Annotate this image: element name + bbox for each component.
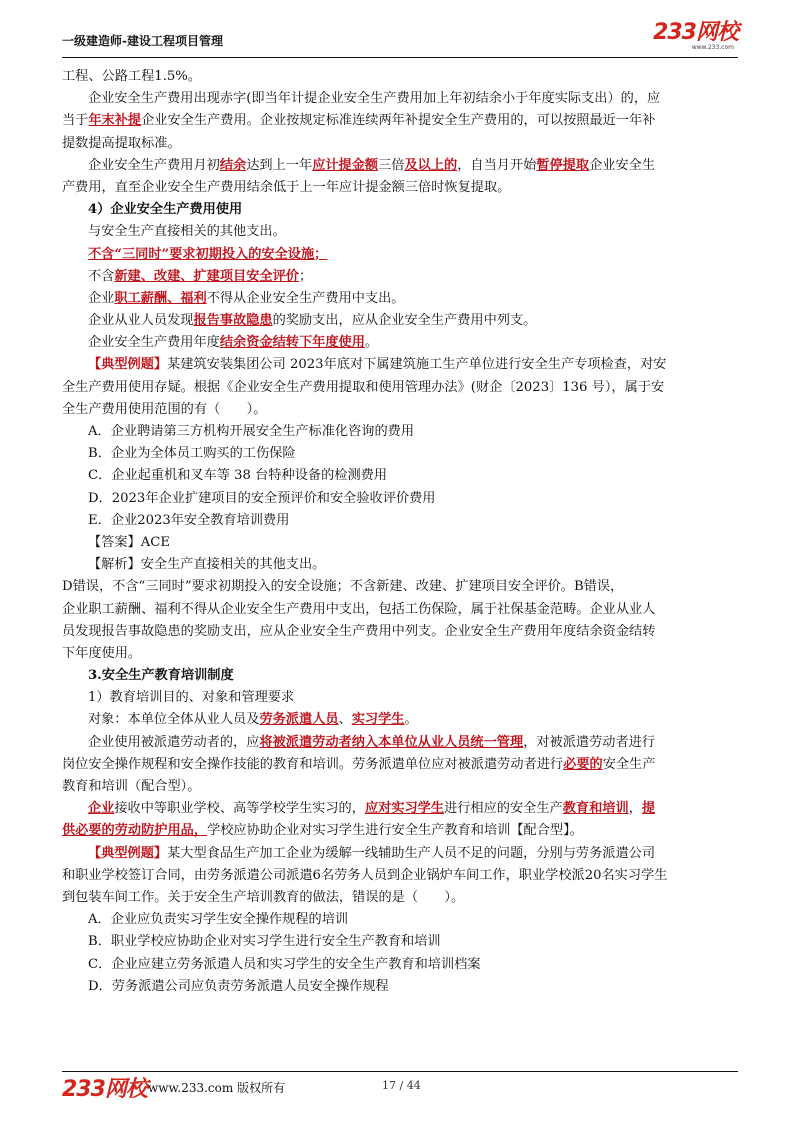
text-segment: 产费用，直至企业安全生产费用结余低于上一年应计提金额三倍时恢复提取。 <box>62 179 511 195</box>
text-line <box>62 931 740 953</box>
text-line <box>62 576 740 598</box>
text-line <box>62 288 740 310</box>
emphasis-text: 提 <box>641 801 656 817</box>
text-line <box>62 88 740 110</box>
text-line <box>62 709 740 731</box>
text-line <box>62 66 740 88</box>
text-segment: 的奖励支出，应从企业安全生产费用中列支。 <box>272 313 537 329</box>
text-line <box>62 843 740 865</box>
page-footer <box>62 1070 738 1102</box>
text-segment: 3.安全生产教育培训制度 <box>88 668 234 684</box>
emphasis-text: 结余资金结转下年度使用 <box>219 335 365 351</box>
text-line <box>62 110 740 132</box>
text-segment: 1）教育培训目的、对象和管理要求 <box>88 690 295 706</box>
text-segment: 企业从业人员发现 <box>88 313 194 329</box>
text-line <box>62 554 740 576</box>
text-line <box>62 133 740 155</box>
brand-logo <box>653 22 738 51</box>
text-line <box>62 687 740 709</box>
document-body <box>62 66 740 998</box>
emphasis-text: 不含“三同时”要求初期投入的安全设施； <box>88 246 328 262</box>
text-line <box>62 643 740 665</box>
text-line <box>62 421 740 443</box>
text-segment: 。 <box>364 335 379 351</box>
text-segment: 到包装车间工作。关于安全生产培训教育的做法，错误的是（ ）。 <box>62 889 465 905</box>
emphasis-text: 将被派遣劳动者纳入本单位从业人员统一管理 <box>259 734 524 750</box>
text-segment: C．企业起重机和叉车等 38 台特种设备的检测费用 <box>88 468 388 484</box>
text-segment: 不含 <box>88 268 115 284</box>
text-segment: 下年度使用。 <box>62 645 142 661</box>
text-segment: 、 <box>338 712 352 728</box>
text-line <box>62 221 740 243</box>
emphasis-text: 报告事故隐患 <box>193 313 273 329</box>
page-header <box>62 22 738 54</box>
text-segment: 学校应协助企业对实习学生进行安全生产教育和培训【配合型】。 <box>207 823 583 839</box>
text-line <box>62 732 740 754</box>
text-line <box>62 177 740 199</box>
text-line <box>62 465 740 487</box>
text-segment: 某大型食品生产加工企业为缓解一线辅助生产人员不足的问题，分别与劳务派遣公司 <box>167 845 656 861</box>
text-segment: 【答案】ACE <box>88 534 170 550</box>
text-segment: 企业安全生产费用。企业按规定标准连续两年补提安全生产费用的，可以按照最近一年补 <box>141 113 656 129</box>
text-line <box>62 199 740 221</box>
text-segment: 企业安全生产费用年度 <box>88 335 220 351</box>
text-segment: 企业使用被派遣劳动者的，应 <box>88 734 260 750</box>
text-segment: E．企业2023年安全教育培训费用 <box>88 512 290 528</box>
emphasis-text: 应对实习学生 <box>364 801 445 817</box>
page-number: 17 / 44 <box>382 1079 421 1092</box>
text-segment: 与安全生产直接相关的其他支出。 <box>88 224 286 240</box>
emphasis-text: 劳务派遣人员 <box>259 712 339 728</box>
text-segment: 企业安全生 <box>589 157 656 173</box>
emphasis-text: 新建、改建、扩建项目安全评价 <box>114 268 299 284</box>
text-line <box>62 354 740 376</box>
text-segment: ， <box>628 801 642 817</box>
emphasis-text: 及以上的 <box>404 157 458 173</box>
emphasis-text: 年末补提 <box>88 113 142 129</box>
text-segment: 不得从企业安全生产费用中支出。 <box>206 290 405 306</box>
text-segment: 企业 <box>88 290 115 306</box>
text-line <box>62 599 740 621</box>
text-segment: 4）企业安全生产费用使用 <box>88 202 243 218</box>
emphasis-text: 应计提金额 <box>312 157 379 173</box>
text-segment: 接收中等职业学校、高等学校学生实习的， <box>114 801 365 817</box>
text-line <box>62 954 740 976</box>
text-line <box>62 488 740 510</box>
emphasis-text: 实习学生 <box>351 712 405 728</box>
text-segment: A．企业应负责实习学生安全操作规程的培训 <box>88 912 349 928</box>
text-line <box>62 754 740 776</box>
text-segment: 和职业学校签订合同，由劳务派遣公司派遣6名劳务人员到企业锅炉车间工作，职业学校派20名实习学生 <box>62 867 668 883</box>
emphasis-text: 暂停提取 <box>536 157 590 173</box>
text-segment: 安全生产 <box>602 756 656 772</box>
text-segment: D错误，不含“三同时”要求初期投入的安全设施；不含新建、改建、扩建项目安全评价。B错误， <box>62 579 624 595</box>
text-line <box>62 532 740 554</box>
text-line <box>62 244 740 266</box>
text-segment: B．职业学校应协助企业对实习学生进行安全生产教育和培训 <box>88 934 441 950</box>
text-segment: A．企业聘请第三方机构开展安全生产标准化咨询的费用 <box>88 424 415 439</box>
text-line <box>62 798 740 820</box>
brand-logo-text: 233网校 <box>653 20 738 45</box>
text-segment: 【解析】安全生产直接相关的其他支出。 <box>88 557 326 573</box>
text-line <box>62 776 740 798</box>
text-line <box>62 399 740 421</box>
text-segment: 提数提高提取标准。 <box>62 135 181 151</box>
emphasis-text: 教育和培训 <box>562 801 629 817</box>
text-segment: C．企业应建立劳务派遣人员和实习学生的安全生产教育和培训档案 <box>88 956 481 972</box>
text-line <box>62 155 740 177</box>
text-line <box>62 820 740 842</box>
text-segment: 。 <box>404 712 418 728</box>
text-line <box>62 909 740 931</box>
emphasis-text: 供必要的劳动防护用品， <box>62 823 208 839</box>
text-segment: 三倍 <box>378 157 405 173</box>
text-line <box>62 310 740 332</box>
example-tag: 【典型例题】 <box>88 845 168 861</box>
text-segment: 企业职工薪酬、福利不得从企业安全生产费用中支出，包括工伤保险，属于社保基金范畴。企业从业人 <box>62 601 656 617</box>
text-segment: 员发现报告事故隐患的奖励支出，应从企业安全生产费用中列支。企业安全生产费用年度结余资金结转 <box>62 623 656 639</box>
header-title: 一级建造师-建设工程项目管理 <box>62 34 223 48</box>
text-line <box>62 887 740 909</box>
example-tag: 【典型例题】 <box>88 357 168 373</box>
text-segment: 企业安全生产费用出现赤字(即当年计提企业安全生产费用加上年初结余小于年度实际支出）的，应 <box>88 91 661 107</box>
emphasis-text: 企业 <box>88 801 115 817</box>
text-segment: ，对被派遣劳动者进行 <box>523 734 656 750</box>
text-segment: B．企业为全体员工购买的工伤保险 <box>88 446 296 462</box>
text-segment: 岗位安全操作规程和安全操作技能的教育和培训。劳务派遣单位应对被派遣劳动者进行 <box>62 756 564 772</box>
text-segment: D．2023年企业扩建项目的安全预评价和安全验收评价费用 <box>88 490 436 506</box>
footer-copyright: www.233.com 版权所有 <box>148 1081 286 1095</box>
emphasis-text: 结余 <box>219 157 247 173</box>
text-segment: 全生产费用使用范围的有（ ）。 <box>62 401 267 417</box>
text-segment: D．劳务派遣公司应负责劳务派遣人员安全操作规程 <box>88 978 389 994</box>
text-line <box>62 377 740 399</box>
text-segment: 企业安全生产费用月初 <box>88 157 220 173</box>
text-line <box>62 332 740 354</box>
emphasis-text: 职工薪酬、福利 <box>114 290 207 306</box>
text-line <box>62 266 740 288</box>
text-line <box>62 443 740 465</box>
text-line <box>62 621 740 643</box>
text-segment: ； <box>299 268 313 284</box>
text-line <box>62 865 740 887</box>
text-line <box>62 976 740 998</box>
text-line <box>62 665 740 687</box>
text-segment: 全生产费用使用存疑。根据《企业安全生产费用提取和使用管理办法》(财企〔2023〕136 号），属于安 <box>62 379 665 395</box>
text-segment: 工程、公路工程1.5%。 <box>62 69 202 84</box>
header-divider <box>62 57 738 58</box>
text-segment: 达到上一年 <box>246 157 313 173</box>
text-line <box>62 510 740 532</box>
text-segment: 某建筑安装集团公司 2023年底对下属建筑施工生产单位进行安全生产专项检查，对安 <box>167 357 667 373</box>
footer-logo: 233网校 <box>62 1077 147 1102</box>
brand-logo-url: www.233.com <box>691 44 734 51</box>
text-segment: 对象：本单位全体从业人员及 <box>88 712 260 728</box>
text-segment: ，自当月开始 <box>457 157 537 173</box>
emphasis-text: 必要的 <box>563 756 603 772</box>
text-segment: 教育和培训（配合型）。 <box>62 779 201 794</box>
text-segment: 当于 <box>62 113 89 129</box>
text-segment: 进行相应的安全生产 <box>444 801 563 817</box>
